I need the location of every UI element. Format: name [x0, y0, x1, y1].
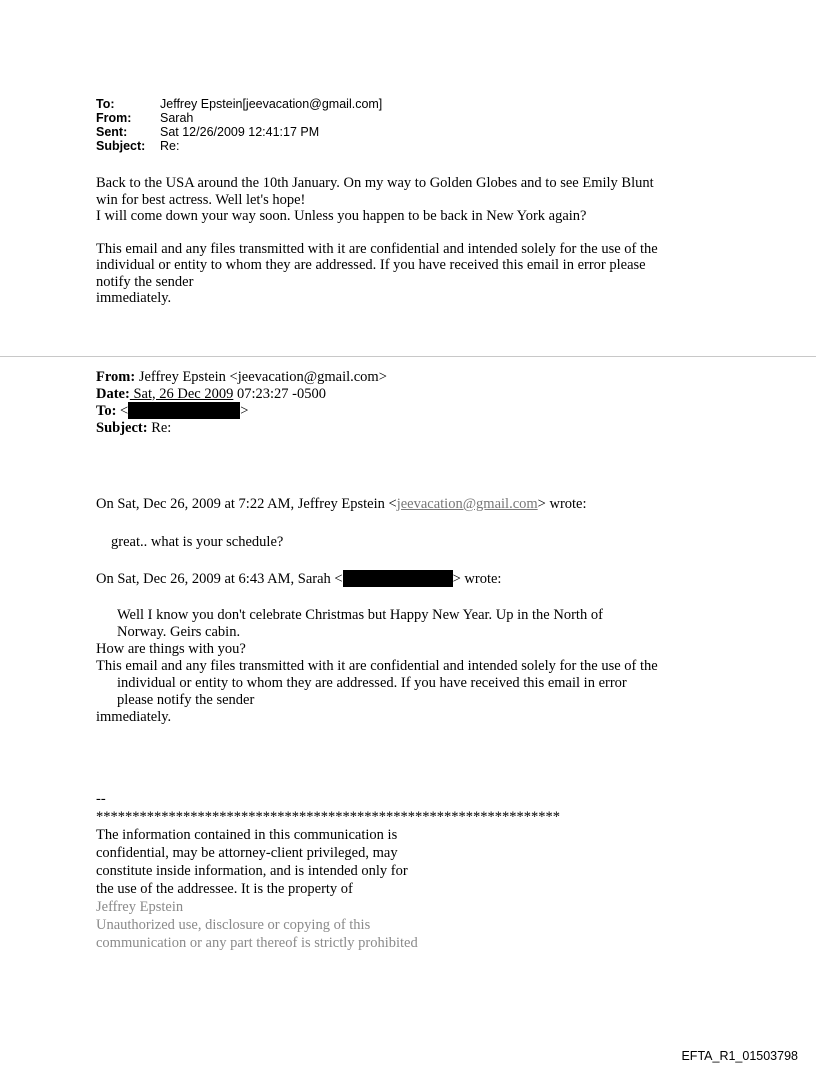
email-link[interactable]: jeevacation@gmail.com	[396, 496, 538, 512]
quoted-to-label: To:	[96, 403, 117, 419]
email-header	[96, 97, 382, 153]
body-line: I will come down your way soon. Unless you happen to be back in New York again?	[96, 208, 587, 224]
quoted-header	[96, 369, 387, 436]
subject-row	[96, 139, 382, 153]
signature-line: the use of the addressee. It is the property of	[96, 881, 353, 897]
message-body	[96, 175, 736, 307]
quoted-line: How are things with you?	[96, 641, 246, 657]
quoted-line: This email and any files transmitted with it are confidential and intended solely for the use of the	[96, 658, 658, 674]
reply-text: great.. what is your schedule?	[111, 534, 284, 550]
to-row	[96, 97, 382, 111]
body-line: win for best actress. Well let's hope!	[96, 191, 306, 208]
attribution-wrote: > wrote:	[537, 496, 587, 512]
disclaimer-line: immediately.	[96, 290, 172, 306]
quoted-subject-value: Re:	[147, 419, 172, 436]
divider	[0, 356, 816, 357]
signature-line: The information contained in this communication is	[96, 827, 398, 843]
quoted-from-label: From:	[96, 369, 136, 385]
subject-label: Subject:	[96, 139, 146, 153]
subject-value: Re:	[160, 139, 180, 153]
sent-value: Sat 12/26/2009 12:41:17 PM	[160, 125, 320, 139]
quoted-line: individual or entity to whom they are addressed. If you have received this email in error	[117, 675, 627, 691]
signature-line: Jeffrey Epstein	[96, 899, 184, 915]
quoted-date-row	[96, 386, 387, 403]
disclaimer-line: individual or entity to whom they are addressed. If you have received this email in error please	[96, 257, 646, 273]
redaction-box	[343, 570, 453, 587]
disclaimer-line: notify the sender	[96, 273, 194, 290]
signature-line: constitute inside information, and is intended only for	[96, 863, 408, 879]
body-line: Back to the USA around the 10th January. On my way to Golden Globes and to see Emily Blunt	[96, 175, 654, 191]
quoted-to-lt: <	[116, 403, 129, 419]
attribution-line-1	[96, 496, 587, 513]
quoted-to-row	[96, 402, 387, 420]
signature-line: confidential, may be attorney-client privileged, may	[96, 845, 398, 861]
signature-stars: ****************************************************************	[96, 809, 560, 825]
quoted-date-rest: 07:23:27 -0500	[233, 385, 326, 402]
sent-label: Sent:	[96, 125, 128, 139]
signature-line: Unauthorized use, disclosure or copying of this	[96, 917, 371, 933]
quoted-from-row	[96, 369, 387, 386]
to-value: Jeffrey Epstein[jeevacation@gmail.com]	[160, 97, 383, 111]
from-value: Sarah	[160, 111, 194, 125]
quoted-date-label: Date:	[96, 385, 130, 402]
attribution-text: On Sat, Dec 26, 2009 at 7:22 AM, Jeffrey Epstein <	[96, 496, 397, 512]
quoted-line: Well I know you don't celebrate Christmas but Happy New Year. Up in the North of	[117, 607, 603, 623]
from-row	[96, 111, 382, 125]
attribution-text: On Sat, Dec 26, 2009 at 6:43 AM, Sarah <	[96, 571, 343, 587]
quoted-subject-row	[96, 420, 387, 437]
disclaimer-line: This email and any files transmitted with it are confidential and intended solely for the use of the	[96, 240, 658, 257]
quoted-from-value: Jeffrey Epstein <jeevacation@gmail.com>	[135, 369, 387, 385]
signature-dash: --	[96, 791, 106, 807]
from-label: From:	[96, 111, 132, 125]
attribution-line-2	[96, 570, 501, 588]
quoted-subject-label: Subject:	[96, 419, 148, 436]
quoted-line: Norway. Geirs cabin.	[117, 624, 241, 640]
document-id: EFTA_R1_01503798	[681, 1049, 798, 1063]
quoted-line: please notify the sender	[117, 692, 255, 708]
quoted-to-gt: >	[240, 403, 249, 419]
quoted-date-value: Sat, 26 Dec 2009	[129, 385, 234, 402]
quoted-line: immediately.	[96, 709, 172, 725]
sent-row	[96, 125, 382, 139]
signature-block	[96, 790, 560, 952]
signature-line: communication or any part thereof is strictly prohibited	[96, 935, 418, 951]
attribution-wrote: > wrote:	[452, 571, 502, 587]
to-label: To:	[96, 97, 115, 111]
quoted-message	[96, 607, 736, 726]
redaction-box	[128, 402, 240, 419]
